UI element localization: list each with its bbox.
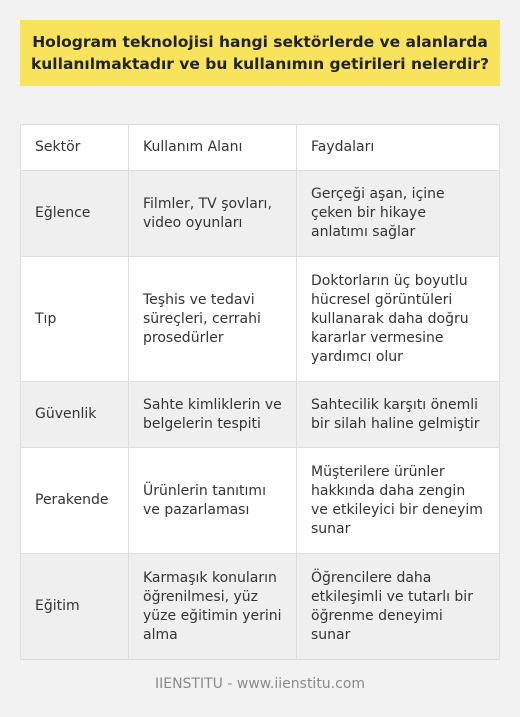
header-benefits: Faydaları: [296, 125, 499, 170]
table-row: [21, 170, 499, 256]
page-title: Hologram teknolojisi hangi sektörlerde ve alanlarda kullanılmaktadır ve bu kullanımın getirileri nelerdir?: [30, 33, 490, 73]
header-sector: Sektör: [35, 139, 81, 155]
cell-sector: Eğitim: [35, 598, 80, 614]
cell-usage-area: Teşhis ve tedavi süreçleri, cerrahi prosedürler: [128, 257, 296, 381]
sector-table: [20, 124, 500, 660]
title-banner: [20, 20, 500, 86]
cell-usage-area: Filmler, TV şovları, video oyunları: [128, 171, 296, 256]
table-row: [21, 381, 499, 447]
header-usage-area: Kullanım Alanı: [128, 125, 296, 170]
table-row: [21, 447, 499, 553]
cell-benefits: Müşterilere ürünler hakkında daha zengin ve etkileyici bir deneyim sunar: [296, 448, 499, 553]
table-row: [21, 256, 499, 381]
cell-usage-area: Ürünlerin tanıtımı ve pazarlaması: [128, 448, 296, 553]
cell-usage-area: Karmaşık konuların öğrenilmesi, yüz yüze eğitimin yerini alma: [128, 554, 296, 659]
cell-benefits: Gerçeği aşan, içine çeken bir hikaye anlatımı sağlar: [296, 171, 499, 256]
table-row: [21, 553, 499, 659]
footer-credit: IIENSTITU - www.iienstitu.com: [154, 676, 366, 692]
cell-sector: Perakende: [35, 492, 109, 508]
cell-benefits: Öğrencilere daha etkileşimli ve tutarlı bir öğrenme deneyimi sunar: [296, 554, 499, 659]
cell-sector: Eğlence: [35, 205, 91, 221]
cell-benefits: Sahtecilik karşıtı önemli bir silah haline gelmiştir: [296, 382, 499, 447]
cell-sector: Tıp: [35, 310, 57, 327]
table-header-row: [21, 125, 499, 170]
cell-usage-area: Sahte kimliklerin ve belgelerin tespiti: [128, 382, 296, 447]
cell-benefits: Doktorların üç boyutlu hücresel görüntüleri kullanarak daha doğru kararlar vermesine yardımcı olur: [296, 257, 499, 381]
cell-sector: Güvenlik: [35, 406, 97, 422]
